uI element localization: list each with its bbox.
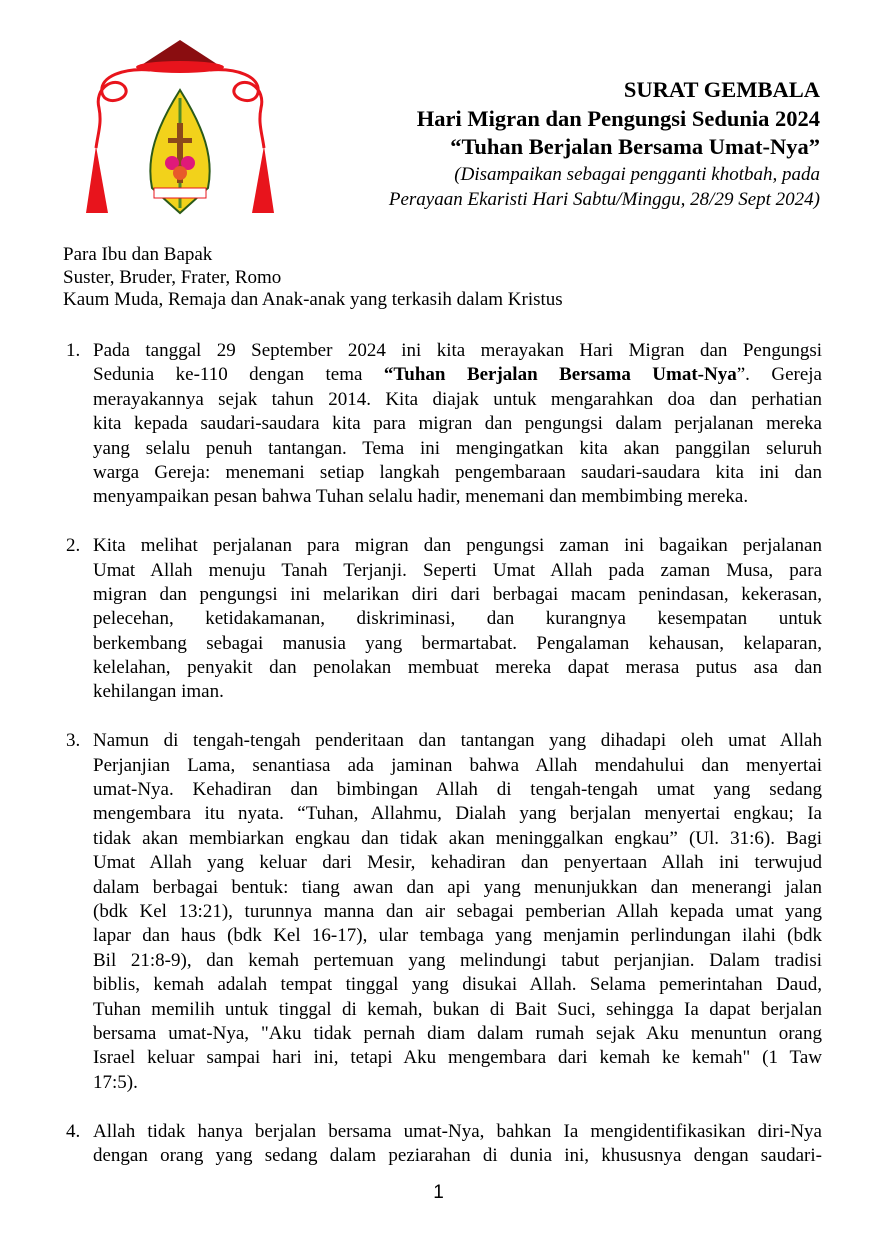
page-number: 1 [433,1182,444,1203]
letter-theme: “Tuhan Berjalan Bersama Umat-Nya” [450,134,820,159]
text-line: Umat Allah yang keluar dari Mesir, kehadiran dan penyertaan Allah ini terwujud [93,852,822,874]
salutation [63,244,563,312]
delivery-note: (Disampaikan sebagai pengganti khotbah, pada [454,163,820,185]
text-line: yang selalu penuh tantangan. Tema ini mengingatkan kita akan panggilan seluruh [93,437,822,459]
list-number: 3. [66,730,81,752]
list-number: 4. [66,1120,81,1142]
text-line: Pada tanggal 29 September 2024 ini kita merayakan Hari Migran dan Pengungsi [93,340,822,361]
text-line: Sedunia ke-110 dengan tema “Tuhan Berjalan Bersama Umat-Nya”. Gereja [93,364,822,386]
text-line: tidak akan membiarkan engkau dan tidak akan meninggalkan engkau” (Ul. 31:6). Bagi [93,827,822,849]
text-line: pelecehan, ketidakamanan, diskriminasi, dan kurangnya kesempatan untuk [93,608,822,630]
delivery-note: Perayaan Ekaristi Hari Sabtu/Minggu, 28/29 Sept 2024) [388,188,820,210]
letter-subtitle: Hari Migran dan Pengungsi Sedunia 2024 [416,105,820,131]
text-line: kelelahan, penyakit dan penolakan membuat mereka dapat merasa putus asa dan [93,657,822,679]
text-line: biblis, kemah adalah tempat tinggal yang disukai Allah. Selama pemerintahan Daud, [93,974,822,996]
coat-of-arms-logo [84,38,276,218]
text-line: lapar dan haus (bdk Kel 16-17), ular tembaga yang menjamin perlindungan ilahi (bdk [93,925,822,947]
text-line: bersama umat-Nya, "Aku tidak pernah diam dalam rumah sejak Aku menuntun orang [93,1022,822,1044]
text-line: Namun di tengah-tengah penderitaan dan tantangan yang dihadapi oleh umat Allah [93,730,822,752]
list-item [63,534,822,705]
list-number: 1. [66,340,81,361]
text-line: mengembara itu nyata. “Tuhan, Allahmu, Dialah yang berjalan menyertai engkau; Ia [93,803,822,825]
text-line: Kita melihat perjalanan para migran dan pengungsi zaman ini bagaikan perjalanan [93,535,822,557]
text-line: Tuhan memilih untuk tinggal di kemah, bukan di Bait Suci, sehingga Ia dapat berjalan [93,998,822,1020]
text-line: migran dan pengungsi ini melarikan diri dari berbagai macam penindasan, kekerasan, [93,583,822,605]
text-line: Israel keluar sampai hari ini, tetapi Aku mengembara dari kemah ke kemah" (1 Taw [93,1047,822,1069]
text-line: Bil 21:8-9), dan kemah pertemuan yang melindungi tabut perjanjian. Dalam tradisi [93,949,822,971]
text-line: Umat Allah menuju Tanah Terjanji. Seperti Umat Allah pada zaman Musa, para [93,559,822,581]
theme-emphasis: “Tuhan Berjalan Bersama Umat-Nya [383,364,737,386]
text-line: dengan orang yang sedang dalam peziarahan di dunia ini, khususnya dengan saudari- [93,1144,822,1166]
list-item [63,729,822,1095]
salutation-line: Para Ibu dan Bapak [63,244,213,265]
text-line: (bdk Kel 13:21), turunnya manna dan air sebagai pemberian Allah kepada umat yang [93,900,822,922]
text-line: merayakannya sejak tahun 2014. Kita diajak untuk mengarahkan doa dan perhatian [93,388,822,410]
text-line: 17:5). [93,1071,138,1093]
list-number: 2. [66,535,81,557]
text-line: Perjanjian Lama, senantiasa ada jaminan bahwa Allah mendahului dan menyertai [93,754,822,776]
text-line: Allah tidak hanya berjalan bersama umat-Nya, bahkan Ia mengidentifikasikan diri-Nya [93,1120,822,1142]
salutation-line: Suster, Bruder, Frater, Romo [63,266,282,288]
list-item [63,339,822,510]
text-line: kehilangan iman. [93,681,224,703]
text-line: dalam berbagai bentuk: tiang awan dan api yang menunjukkan dan menerangi jalan [93,876,822,898]
salutation-line: Kaum Muda, Remaja dan Anak-anak yang terkasih dalam Kristus [63,289,563,311]
text-line: kita kepada saudari-saudara kita para migran dan pengungsi dalam perjalanan mereka [93,413,822,435]
numbered-paragraphs [63,339,822,1193]
text-line: warga Gereja: menemani setiap langkah pengembaraan saudari-saudara kita ini dan [93,461,822,483]
list-item [63,1120,822,1169]
text-line: menyampaikan pesan bahwa Tuhan selalu hadir, menemani dan membimbing mereka. [93,486,749,508]
text-line: umat-Nya. Kehadiran dan bimbingan Allah di tengah-tengah umat yang sedang [93,779,822,801]
text-line: berkembang sebagai manusia yang bermartabat. Pengalaman kehausan, kelaparan, [93,632,822,654]
document-header [389,76,820,212]
letter-title: SURAT GEMBALA [623,77,820,102]
